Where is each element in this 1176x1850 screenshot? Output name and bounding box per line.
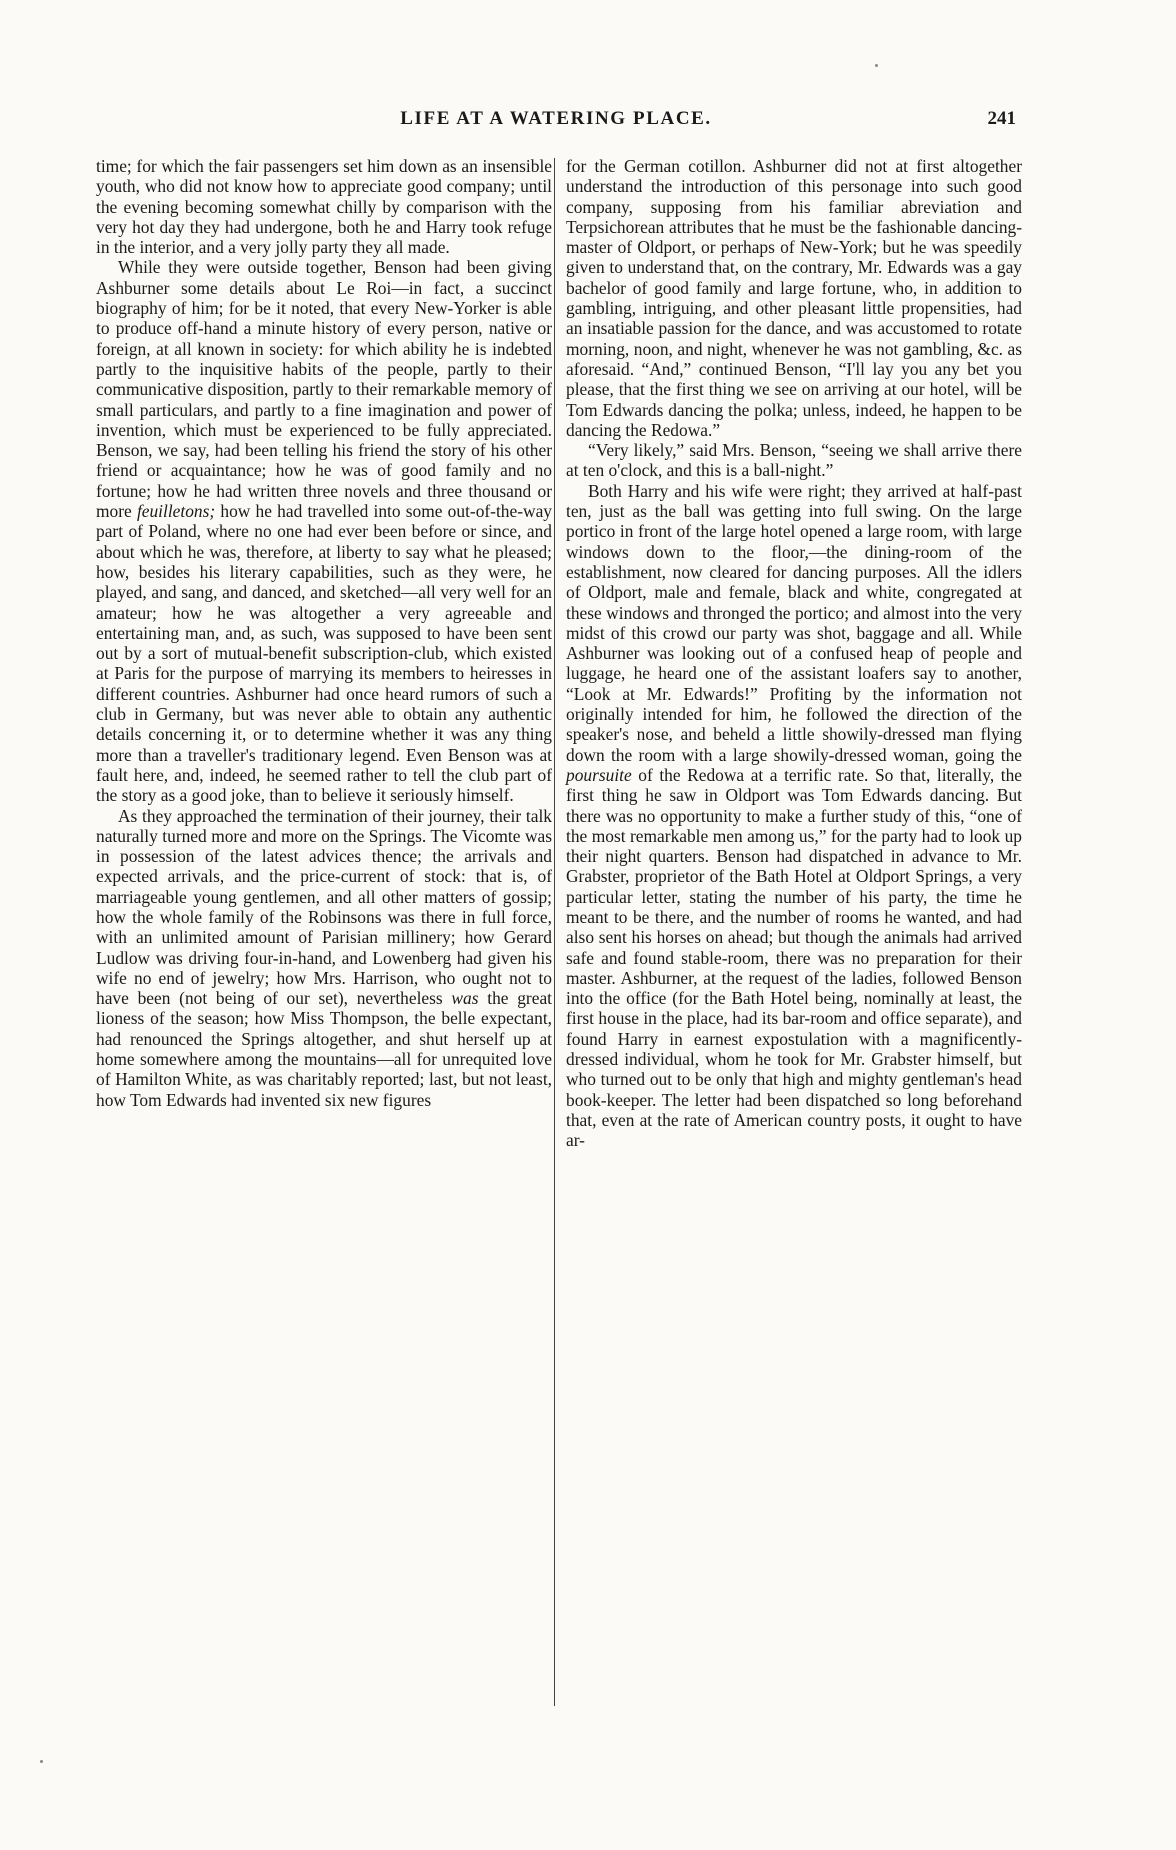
italic-text: feuilletons; [136,501,216,522]
text-run: the great lioness of the season; how Miss Thompson, the belle expectant, had renounced the Springs altogether, and shut herself up at home somewhere among the mountains—all for unrequited love of Hamilton White, as was charitably reported; last, but not least, how Tom Edwards had invented six new figures [96,988,552,1110]
paragraph [96,156,552,257]
text-run: While they were outside together, Benson had been giving Ashburner some details about Le Roi—in fact, a succinct biography of him; for be it noted, that every New-Yorker is able to produce off-hand a minute history of every person, native or foreign, at all known in society: for which ability he is indebted partly to the inquisitive habits of the people, partly to their communicative disposition, partly to their remarkable memory of small particulars, and partly to a fine imagination and power of invention, which must be experienced to be fully appreciated. Benson, we say, had been telling his friend the story of his other friend or acquaintance; how he was of good family and no fortune; how he had written three novels and three thousand or more [96,257,552,522]
page-number: 241 [987,108,1016,129]
text-run: time; for which the fair passengers set him down as an insensible youth, who did not know how to appreciate good company; until the evening becoming somewhat chilly by comparison with the very hot day they had undergone, both he and Harry took refuge in the interior, and a very jolly party they all made. [96,156,552,258]
italic-text: was [451,988,479,1009]
page-speck [875,64,878,67]
text-run: how he had travelled into some out-of-the-way part of Poland, where no one had ever been before or since, and about which he was, therefore, at liberty to say what he pleased; how, besides his literary capabilities, such as they were, he played, and sang, and danced, and sketched—all very well for an amateur; how he was altogether a very agreeable and entertaining man, and, as such, was supposed to have been sent out by a sort of mutual-benefit subscription-club, which existed at Paris for the purpose of marrying its members to heiresses in different countries. Ashburner had once heard rumors of such a club in Germany, but was never able to obtain any authentic details concerning it, or to determine whether it was any thing more than a traveller's traditionary legend. Even Benson was at fault here, and, indeed, he seemed rather to tell the club part of the story as a good joke, than to believe it seriously himself. [96,501,552,806]
text-run: for the German cotillon. Ashburner did not at first altogether understand the introduction of this personage into such good company, supposing from his familiar abreviation and Terpsichorean attributes that he must be the fashionable dancing-master of Oldport, or perhaps of New-York; but he was speedily given to understand that, on the contrary, Mr. Edwards was a gay bachelor of good family and large fortune, who, in addition to gambling, intriguing, and other pleasant little propensities, had an insatiable passion for the dance, and was accustomed to rotate morning, noon, and night, whenever he was not gambling, &c. as aforesaid. “And,” continued Benson, “I'll lay you any bet you please, that the first thing we see on arriving at our hotel, will be Tom Edwards dancing the polka; unless, indeed, he happen to be dancing the Redowa.” [566,156,1022,440]
paragraph [566,440,1022,481]
paragraph [566,481,1022,1151]
running-header [96,108,1016,138]
left-column [96,156,552,1110]
text-run: Both Harry and his wife were right; they arrived at half-past ten, just as the ball was getting into full swing. On the large portico in front of the large hotel opened a large room, with large windows down to the floor,—the dining-room of the establishment, now cleared for dancing purposes. All the idlers of Oldport, male and female, black and white, congregated at these windows and thronged the portico; and almost into the very midst of this crowd our party was shot, baggage and all. While Ashburner was looking out of a confused heap of people and luggage, he heard one of the assistant loafers say to another, “Look at Mr. Edwards!” Profiting by the information not originally intended for him, he followed the direction of the speaker's nose, and beheld a little showily-dressed man flying down the room with a large showily-dressed woman, going the [566,480,1022,765]
text-run: As they approached the termination of their journey, their talk naturally turned more and more on the Springs. The Vicomte was in possession of the latest advices thence; the arrivals and expected arrivals, and the price-current of stock: that is, of marriageable young gentlemen, and all other matters of gossip; how the whole family of the Robinsons was there in full force, with an unlimited amount of Parisian millinery; how Gerard Ludlow was driving four-in-hand, and Lowenberg had given his wife no end of jewelry; how Mrs. Harrison, who ought not to have been (not being of our set), nevertheless [96,805,552,1009]
right-column [566,156,1022,1151]
running-title: LIFE AT A WATERING PLACE. [400,108,712,129]
paragraph [566,156,1022,440]
italic-text: poursuite [566,764,632,785]
text-run: of the Redowa at a terrific rate. So that, literally, the first thing he saw in Oldport was Tom Edwards dancing. But there was no opportunity to make a further study of this, “one of the most remarkable men among us,” for the party had to look up their night quarters. Benson had dispatched in advance to Mr. Grabster, proprietor of the Bath Hotel at Oldport Springs, a very particular letter, stating the number of his party, the time he meant to be there, and the number of rooms he wanted, and had also sent his horses on ahead; but though the animals had arrived safe and found stable-room, there was no preparation for their master. Ashburner, at the request of the ladies, followed Benson into the office (for the Bath Hotel being, nominally at least, the first house in the place, had its bar-room and office separate), and found Harry in earnest expostulation with a magnificently-dressed individual, whom he took for Mr. Grabster himself, but who turned out to be only that high and mighty gentleman's head book-keeper. The letter had been dispatched so long beforehand that, even at the rate of American country posts, it ought to have ar- [566,764,1022,1151]
paragraph [96,257,552,805]
paragraph [96,806,552,1110]
page-speck [40,1760,43,1763]
text-run: “Very likely,” said Mrs. Benson, “seeing we shall arrive there at ten o'clock, and this is a ball-night.” [566,440,1022,481]
column-rule [554,158,555,1706]
